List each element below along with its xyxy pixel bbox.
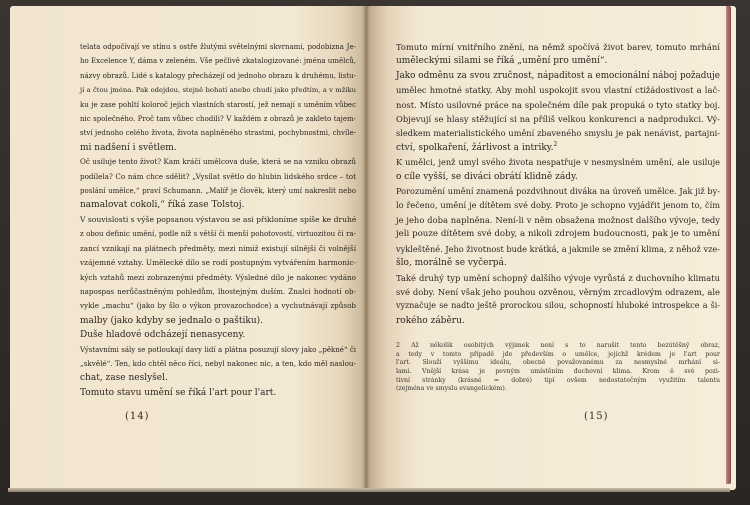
left-page-text [80, 40, 356, 400]
footnote-marker: 2 [553, 140, 558, 148]
book-gutter [362, 6, 370, 490]
text-line: Oč usiluje tento život? Kam kráčí umělcova duše, která se na vzniku obrazů [80, 157, 356, 167]
text-line: Výstavními sály se potloukají davy lidí a plátna posuzují slovy jako „pěkné“ či [80, 345, 356, 354]
text-line: jí a čtou jména. Pak odejdou, stejně bohatí anebo chudí jako předtím, a v mžiku [80, 86, 356, 95]
footnote-line: (zejména ve smyslu evangelickém). [396, 385, 507, 393]
text-line: Jako odměnu za svou zručnost, nápaditost a emocionální náboj požaduje [396, 70, 720, 81]
text-line: „skvělé“. Ten, kdo chtěl něco říci, nebyl nakonec nic, a ten, kdo měl naslou- [80, 358, 356, 368]
footnote-line: 2 Až několik osobitých výjimek není s to narušit tento bezútěšný obraz, [396, 342, 720, 350]
text-line: V souvislosti s výše popsanou výstavou se asi přikloníme spíše ke druhé [80, 214, 357, 224]
text-line: nic společného. Proč tam vůbec chodili? V každém z obrazů je zakleto tajem- [80, 115, 356, 124]
text-line: sledkem materialistického umění zbaveného smyslu je pak nenávist, partajni- [396, 128, 720, 139]
text-line: kých vztahů mezi zobrazenými předměty. Výsledné dílo je nakonec vydáno [80, 272, 356, 282]
open-book [10, 6, 735, 496]
text-line: vykle „machu“ (jako by šlo o výkon provazochodce) a vychutnávají způsob [80, 301, 356, 311]
text-line: Objevují se hlasy stěžující si na příliš velkou konkurenci a nadprodukci. Vý- [396, 114, 720, 125]
text-line: Tomuto mírní vnitřního znění, na němž spočívá život barev, tomuto mrhání [396, 42, 720, 52]
text-line: je jeho doba naplněna. Není-li v něm obsažena možnost dalšího vývoje, tedy [396, 214, 720, 225]
footnote-line: lami. Vnější krása je pevným umístěním duchovní klima. Krom ě své pozi- [396, 367, 720, 375]
text-line: nost. Místo usilovné práce na společném díle pak propuká o tyto statky boj. [396, 99, 720, 110]
text-line: K umělci, jenž umyl svého života nespatřuje v nesmyslném umění, ale usiluje [396, 157, 720, 168]
text-line: ku je zase pohltí koloroč jejich vlastních starostí, jež nemají s uměním vůbec [80, 100, 356, 109]
right-page-number: (15) [584, 411, 609, 422]
text-line: rokého záběru. [396, 315, 465, 326]
text-line: napospas nerůčastněným pohledům, lhostejným duším. Znalci hodnotí ob- [80, 286, 356, 296]
footnote-line: tivní stránky (krásné = dobré) tipí ovšem nedostatečným využitím talentu [396, 376, 720, 384]
text-line: o cíle vyšší, se diváci obrátí klidně zády. [396, 171, 578, 182]
text-line: poslání umělce,“ praví Schumann. „Malíř je člověk, který umí nakreslit nebo [80, 187, 356, 196]
text-line: názvy obrazů. Lidé s katalogy přecházejí od jednoho obrazu k druhému, listu- [80, 71, 356, 80]
text-line: své doby. Není však jeho pouhou ozvěnou, věrným zrcadlovým odrazem, ale [396, 286, 720, 297]
footnote-line: l'art. Slouží vyššímu ideálu, obecně považovanému za nesmyslné mrhání si- [396, 359, 720, 367]
right-page-text [396, 40, 720, 328]
text-line: umělec hmotné statky. Aby mohl uspokojit svou vlastní ctižádostivost a lač- [396, 85, 720, 96]
text-line: vyznačuje se nadto ještě prorockou silou, schopností hluboké introspekce a ši- [396, 301, 720, 311]
text-line: ctví, spolkaření, žárlivost a intriky.$^2$ [396, 140, 558, 153]
left-page [10, 6, 366, 490]
text-line: telata odpočívají ve stínu s ostře žlutými světelnými skvrnami, podobizna Je- [80, 43, 356, 51]
text-line: lo řečeno, umění je dítětem své doby. Proto je schopno vyjádřit jenom to, čím [396, 200, 720, 211]
footnotes [396, 342, 720, 394]
text-line: Porozumění umění znamená pozdvihnout diváka na úroveň umělce. Jak již by- [396, 186, 720, 197]
text-line: chat, zase neslyšel. [80, 373, 168, 384]
text-line: jeli pouze dítětem své doby, a nikoli zdrojem budoucnosti, pak je to umění [396, 229, 720, 240]
text-line: mi nadšení i světlem. [80, 142, 177, 153]
text-line: Také druhý typ umění schopný dalšího vývoje vyrůstá z duchovního klimatu [396, 272, 720, 283]
text-line: namalovat cokoli,“ říká zase Tolstoj. [80, 200, 245, 211]
book-edge-right [726, 6, 731, 484]
text-line: podílela? Co nám chce sdělit? „Vysílat světlo do hlubin lidského srdce – tot [80, 171, 356, 181]
footnote-line: a tedy v tomto případě jde především o umělce, jejichž krédem je l'art pour [396, 350, 720, 358]
text-line: z obou definic umění, podle níž s větší či menší pohotovostí, virtuozitou či ra- [80, 230, 356, 239]
text-line: Tomuto stavu umění se říká l'art pour l'art. [80, 387, 277, 398]
text-line: zancí vznikají na plátnech předměty, mezi nimiž existují silnější či volnější [80, 243, 356, 253]
text-line: vzájemné vztahy. Umělecké dílo se rodí postupným vytvářením harmonic- [80, 258, 356, 268]
text-line: ho Excelence Y, dáma v zeleném. Vše pečlivě zkatalogizované: jména umělců, [80, 57, 356, 66]
text-line: uměleckými silami se říká „umění pro umění“. [396, 56, 608, 67]
text-line: šlo, morálně se vyčerpá. [396, 258, 507, 269]
text-line: ství jednoho celého života, života naplněného strastmi, pochybnostmi, chvíle- [80, 129, 356, 138]
book-edge-bottom [8, 488, 730, 492]
right-page [366, 6, 736, 490]
text-line: malby (jako kdyby se jednalo o paštiku). [80, 315, 264, 326]
text-line: vykleštěné. Jeho životnost bude krátká, a jakmile se změní klima, z něhož vze- [396, 243, 720, 254]
text-line: Duše hladové odcházejí nenasyceny. [80, 330, 246, 341]
left-page-number: (14) [125, 411, 150, 422]
